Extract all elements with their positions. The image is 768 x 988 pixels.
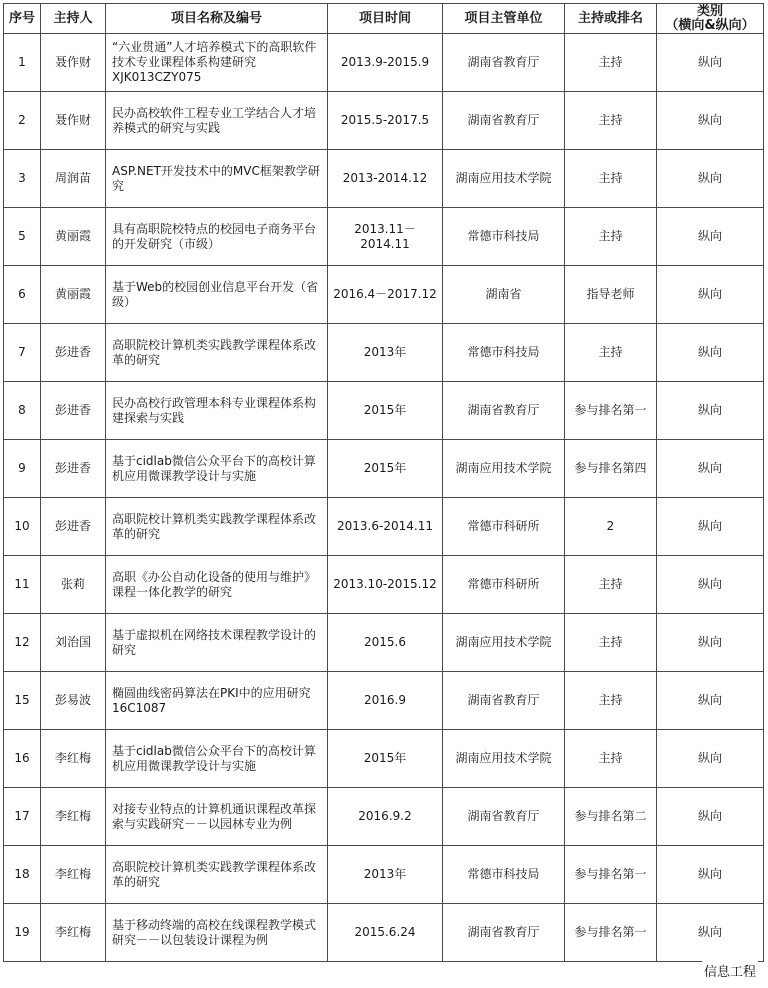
cell-seq: 10 [4,498,41,556]
cell-time: 2013.11－2014.11 [328,208,443,266]
cell-unit: 湖南省教育厅 [443,34,565,92]
table-row [4,34,764,92]
cell-role: 主持 [565,208,657,266]
cell-host: 李红梅 [41,788,106,846]
cell-seq: 3 [4,150,41,208]
cell-category: 纵向 [657,556,764,614]
cell-seq: 16 [4,730,41,788]
table-row [4,208,764,266]
cell-host: 黄丽霞 [41,266,106,324]
cell-role: 参与排名第二 [565,788,657,846]
cell-host: 彭易波 [41,672,106,730]
cell-time: 2015年 [328,730,443,788]
header-category [657,4,764,34]
table-row [4,904,764,962]
cell-role: 主持 [565,150,657,208]
cell-seq: 19 [4,904,41,962]
table-row [4,382,764,440]
cell-unit: 湖南应用技术学院 [443,614,565,672]
cell-role: 参与排名第四 [565,440,657,498]
cell-unit: 湖南省教育厅 [443,672,565,730]
cell-role: 主持 [565,614,657,672]
cell-project: 对接专业特点的计算机通识课程改革探索与实践研究－－以园林专业为例 [106,788,328,846]
cell-seq: 18 [4,846,41,904]
cell-project: 基于移动终端的高校在线课程教学模式研究－－以包装设计课程为例 [106,904,328,962]
cell-category: 纵向 [657,34,764,92]
header-role: 主持或排名 [565,4,657,34]
cell-project: 基于Web的校园创业信息平台开发（省级） [106,266,328,324]
cell-role: 主持 [565,730,657,788]
cell-role: 参与排名第一 [565,904,657,962]
cell-category: 纵向 [657,846,764,904]
cell-time: 2015.6.24 [328,904,443,962]
cell-host: 李红梅 [41,904,106,962]
header-unit: 项目主管单位 [443,4,565,34]
cell-category: 纵向 [657,382,764,440]
cell-category: 纵向 [657,730,764,788]
cell-host: 彭进香 [41,498,106,556]
cell-role: 主持 [565,34,657,92]
header-category-line2: （横向&纵向） [665,17,755,33]
cell-time: 2013.10-2015.12 [328,556,443,614]
cell-category: 纵向 [657,614,764,672]
cell-unit: 常德市科技局 [443,324,565,382]
cell-role: 主持 [565,92,657,150]
cell-category: 纵向 [657,92,764,150]
cell-seq: 5 [4,208,41,266]
header-seq: 序号 [4,4,41,34]
cell-time: 2013-2014.12 [328,150,443,208]
cell-time: 2015年 [328,382,443,440]
cell-project: 高职院校计算机类实践教学课程体系改革的研究 [106,846,328,904]
cell-category: 纵向 [657,324,764,382]
cell-unit: 常德市科技局 [443,208,565,266]
cell-project: 民办高校行政管理本科专业课程体系构建探索与实践 [106,382,328,440]
table-row [4,672,764,730]
table-row [4,846,764,904]
cell-unit: 湖南省教育厅 [443,904,565,962]
cell-time: 2015年 [328,440,443,498]
table-row [4,614,764,672]
cell-unit: 湖南应用技术学院 [443,730,565,788]
cell-host: 黄丽霞 [41,208,106,266]
cell-unit: 湖南省教育厅 [443,788,565,846]
table-row [4,788,764,846]
header-time: 项目时间 [328,4,443,34]
table-row [4,266,764,324]
table-row [4,440,764,498]
cell-role: 主持 [565,556,657,614]
cell-project: 高职《办公自动化设备的使用与维护》课程一体化教学的研究 [106,556,328,614]
cell-unit: 湖南省教育厅 [443,92,565,150]
header-row [4,4,764,34]
cell-project: 基于虚拟机在网络技术课程教学设计的研究 [106,614,328,672]
cell-host: 刘治国 [41,614,106,672]
cell-unit: 常德市科研所 [443,556,565,614]
table-row [4,730,764,788]
cell-role: 主持 [565,672,657,730]
table-row [4,150,764,208]
header-project: 项目名称及编号 [106,4,328,34]
cell-host: 周润苗 [41,150,106,208]
cell-category: 纵向 [657,208,764,266]
cell-time: 2015.6 [328,614,443,672]
cell-seq: 6 [4,266,41,324]
cell-time: 2015.5-2017.5 [328,92,443,150]
cell-project: 高职院校计算机类实践教学课程体系改革的研究 [106,498,328,556]
cell-host: 彭进香 [41,440,106,498]
cell-project: 椭圆曲线密码算法在PKI中的应用研究 16C1087 [106,672,328,730]
cell-host: 彭进香 [41,382,106,440]
cell-category: 纵向 [657,788,764,846]
cell-time: 2016.9.2 [328,788,443,846]
header-category-line1: 类别 [696,3,723,19]
table-row [4,556,764,614]
cell-unit: 常德市科研所 [443,498,565,556]
cell-unit: 常德市科技局 [443,846,565,904]
table-row [4,498,764,556]
cell-project: “六业贯通”人才培养模式下的高职软件技术专业课程体系构建研究 XJK013CZY075 [106,34,328,92]
cell-unit: 湖南省教育厅 [443,382,565,440]
cell-time: 2013年 [328,324,443,382]
cell-role: 参与排名第一 [565,846,657,904]
cell-host: 李红梅 [41,846,106,904]
cell-seq: 11 [4,556,41,614]
cell-seq: 15 [4,672,41,730]
cell-role: 参与排名第一 [565,382,657,440]
watermark-text: 信息工程 [702,961,758,980]
cell-seq: 1 [4,34,41,92]
cell-project: 民办高校软件工程专业工学结合人才培养模式的研究与实践 [106,92,328,150]
cell-category: 纵向 [657,440,764,498]
cell-host: 张莉 [41,556,106,614]
cell-time: 2016.9 [328,672,443,730]
table-row [4,324,764,382]
cell-category: 纵向 [657,266,764,324]
cell-seq: 12 [4,614,41,672]
cell-time: 2016.4－2017.12 [328,266,443,324]
cell-time: 2013年 [328,846,443,904]
cell-host: 彭进香 [41,324,106,382]
cell-category: 纵向 [657,904,764,962]
cell-project: 基于cidlab微信公众平台下的高校计算机应用微课教学设计与实施 [106,730,328,788]
cell-seq: 17 [4,788,41,846]
table-row [4,92,764,150]
cell-project: 基于cidlab微信公众平台下的高校计算机应用微课教学设计与实施 [106,440,328,498]
projects-table [3,3,764,962]
header-host: 主持人 [41,4,106,34]
cell-category: 纵向 [657,672,764,730]
cell-project: ASP.NET开发技术中的MVC框架教学研究 [106,150,328,208]
cell-unit: 湖南省 [443,266,565,324]
cell-time: 2013.6-2014.11 [328,498,443,556]
cell-host: 聂作财 [41,92,106,150]
cell-project: 高职院校计算机类实践教学课程体系改革的研究 [106,324,328,382]
cell-seq: 2 [4,92,41,150]
cell-unit: 湖南应用技术学院 [443,440,565,498]
cell-seq: 7 [4,324,41,382]
cell-role: 2 [565,498,657,556]
cell-category: 纵向 [657,150,764,208]
cell-time: 2013.9-2015.9 [328,34,443,92]
cell-role: 指导老师 [565,266,657,324]
cell-host: 李红梅 [41,730,106,788]
cell-host: 聂作财 [41,34,106,92]
cell-role: 主持 [565,324,657,382]
cell-project: 具有高职院校特点的校园电子商务平台的开发研究（市级） [106,208,328,266]
cell-unit: 湖南应用技术学院 [443,150,565,208]
cell-category: 纵向 [657,498,764,556]
cell-seq: 9 [4,440,41,498]
cell-seq: 8 [4,382,41,440]
